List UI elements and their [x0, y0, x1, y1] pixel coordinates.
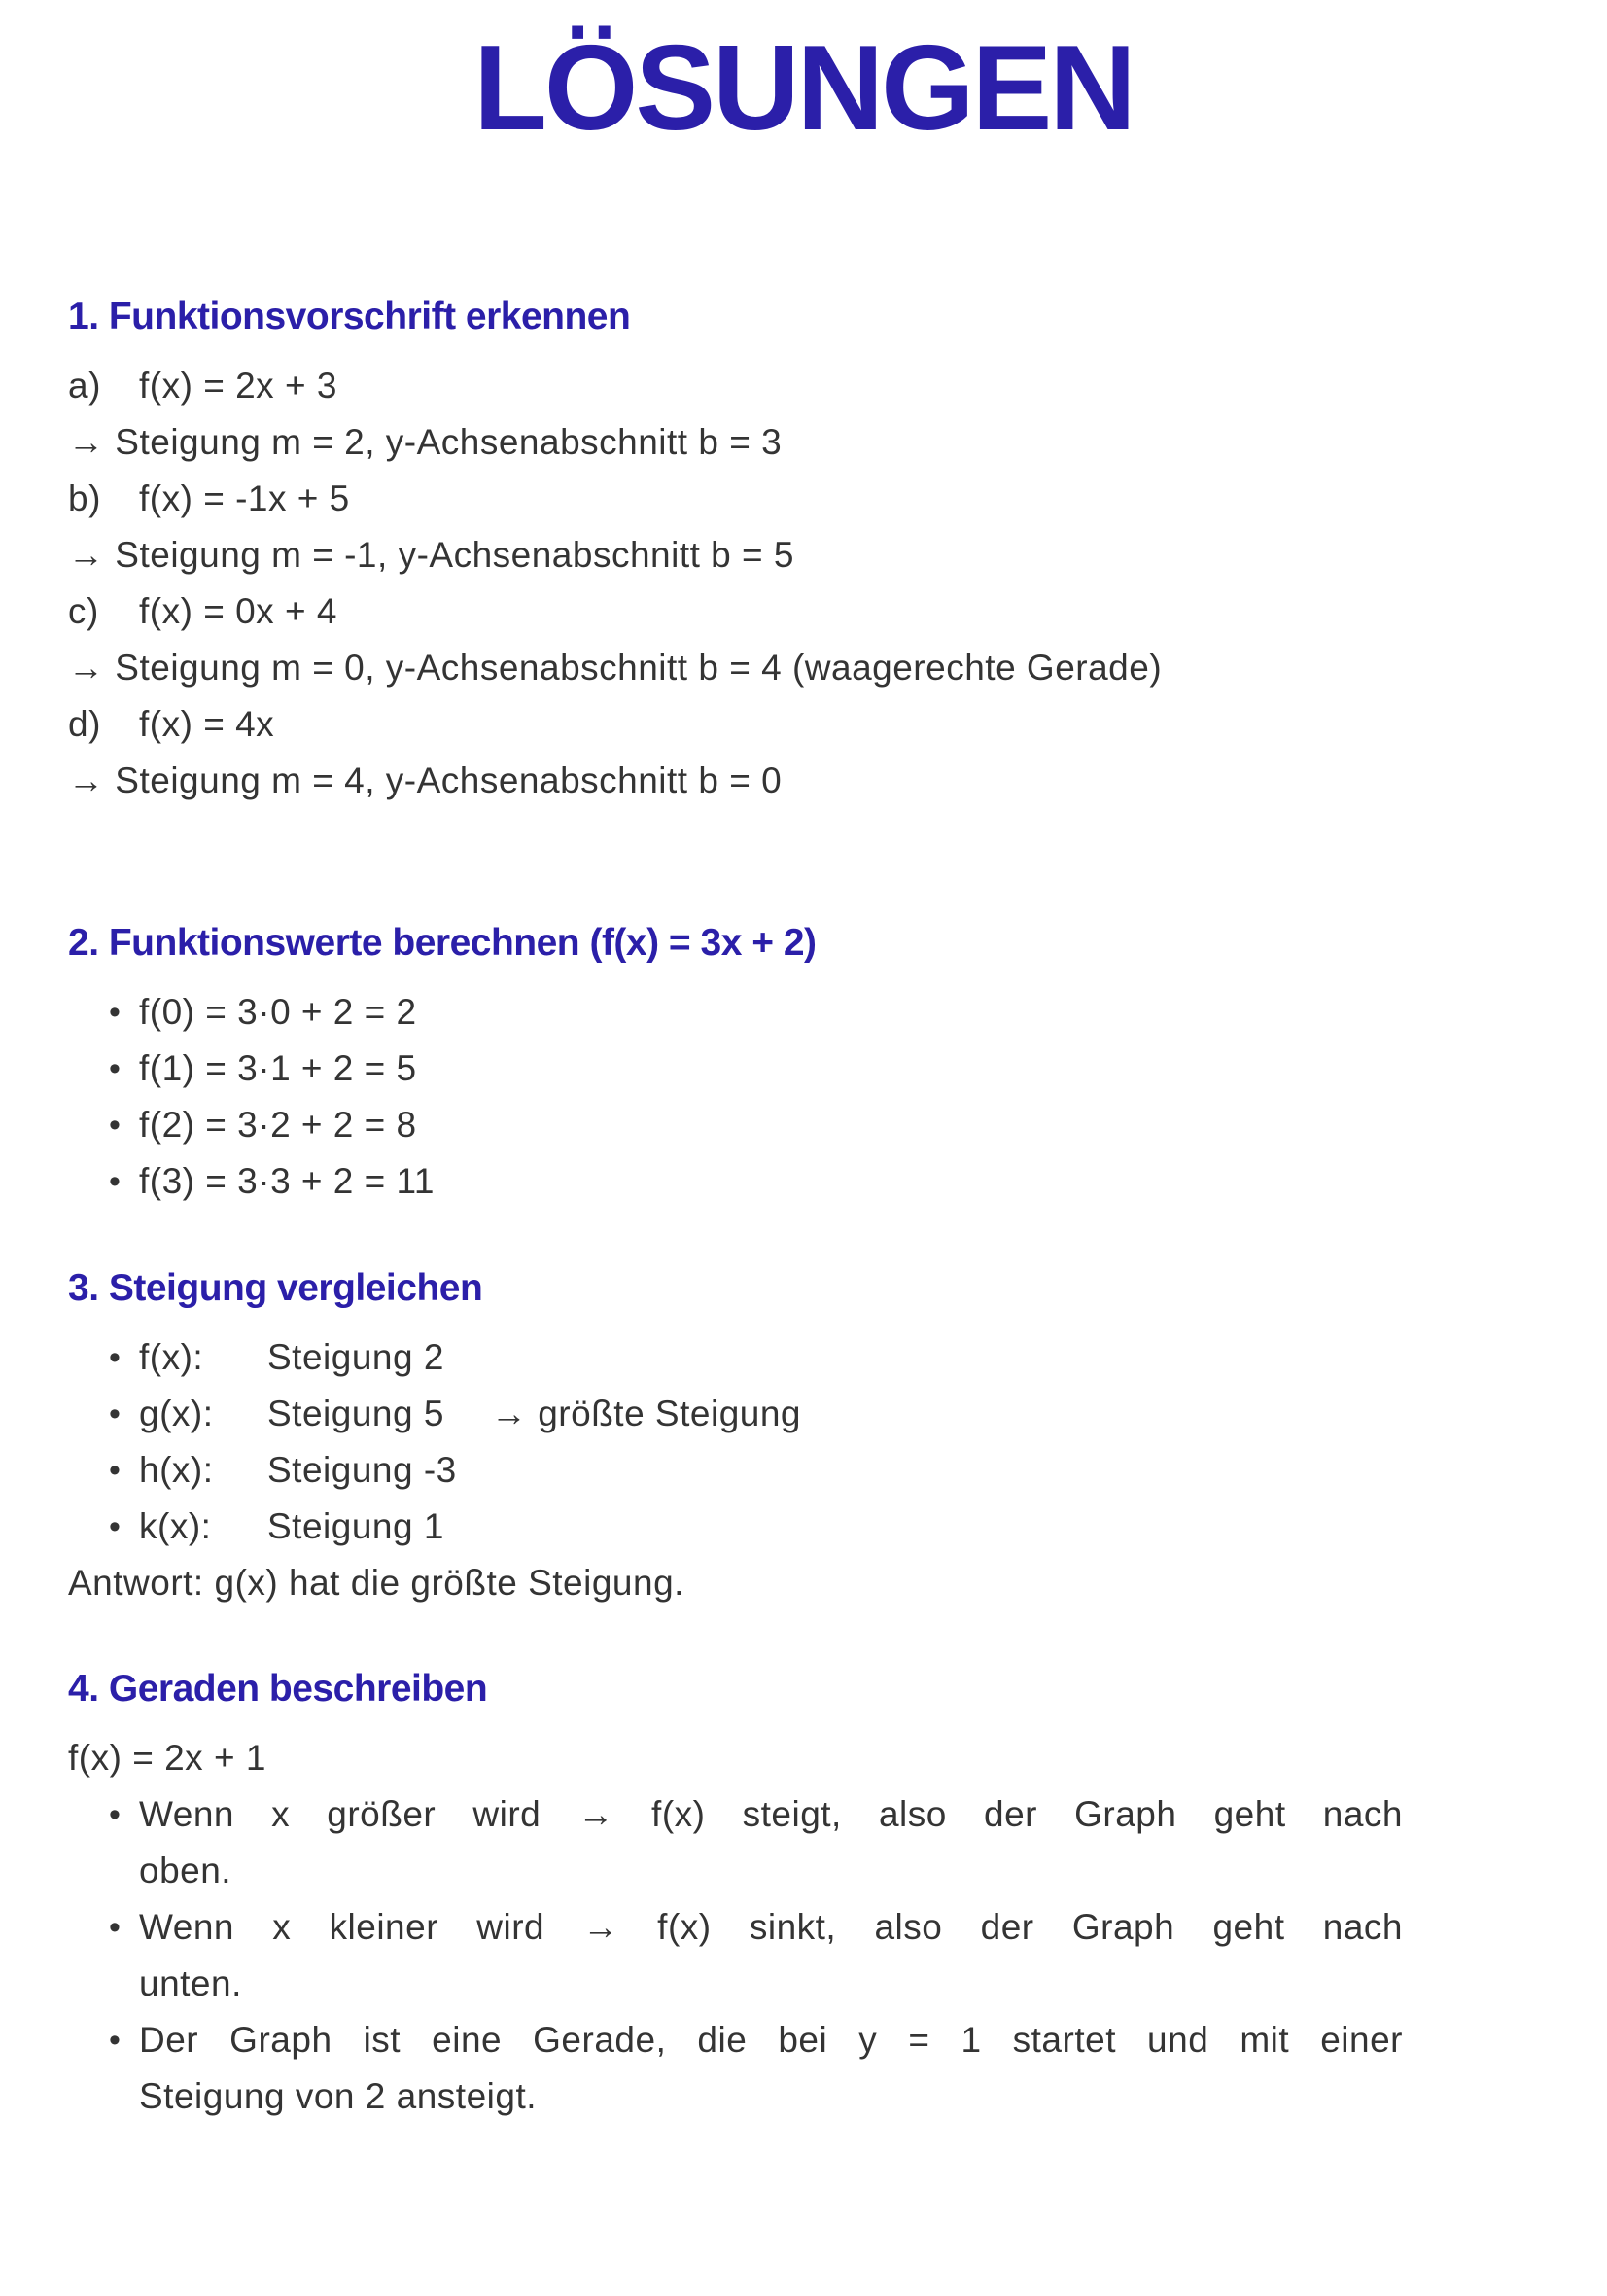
- section-funktionswerte: [68, 921, 1403, 1210]
- slope-value: Steigung -3: [267, 1449, 457, 1490]
- function-name: g(x):: [139, 1393, 214, 1433]
- arrow-result-line: [68, 414, 1403, 471]
- item-text: f(3) = 3·3 + 2 = 11: [139, 1160, 435, 1201]
- list-item: [68, 1899, 1403, 2012]
- list-item: [68, 984, 1403, 1041]
- function-values-list: [68, 984, 1403, 1210]
- item-text-line: Der Graph ist eine Gerade, die bei y = 1 startet und mit einer: [139, 2019, 1403, 2060]
- item-text: → Steigung m = 2, y-Achsenabschnitt b = 3: [68, 421, 783, 462]
- list-item: [68, 1386, 1403, 1442]
- list-item: [68, 1153, 1403, 1210]
- slope-value: Steigung 1: [267, 1505, 444, 1546]
- item-text: f(0) = 3·0 + 2 = 2: [139, 991, 417, 1032]
- item-text: f(x) = 2x + 3: [139, 365, 337, 406]
- page-title: LÖSUNGEN: [473, 21, 1134, 156]
- item-text: → Steigung m = -1, y-Achsenabschnitt b = 5: [68, 534, 794, 575]
- list-item: [68, 1329, 1403, 1386]
- item-text-line: Wenn x kleiner wird → f(x) sinkt, also der Graph geht nach: [139, 1906, 1403, 1947]
- function-definition: f(x) = 2x + 1: [68, 1737, 266, 1778]
- item-label: a): [68, 365, 101, 406]
- line-description-list: [68, 1786, 1403, 2125]
- solution-line-d: [68, 696, 1403, 753]
- document-content: [0, 295, 1607, 2125]
- bullet-icon: •: [109, 993, 122, 1031]
- item-text: f(1) = 3·1 + 2 = 5: [139, 1047, 417, 1088]
- solution-line-a: [68, 358, 1403, 414]
- section-funktionsvorschrift: [68, 295, 1403, 809]
- bullet-icon: •: [109, 1106, 122, 1144]
- section-steigung-vergleichen: [68, 1266, 1403, 1611]
- section-1-heading: 1. Funktionsvorschrift erkennen: [68, 295, 631, 337]
- bullet-icon: •: [109, 1795, 122, 1833]
- section-4-heading: 4. Geraden beschreiben: [68, 1667, 488, 1710]
- bullet-icon: •: [109, 2021, 122, 2059]
- item-label: b): [68, 477, 101, 518]
- list-item: [68, 2012, 1403, 2125]
- item-label: d): [68, 703, 101, 744]
- item-text: f(x) = -1x + 5: [139, 477, 350, 518]
- bullet-icon: •: [109, 1908, 122, 1946]
- section-geraden-beschreiben: [68, 1667, 1403, 2125]
- solutions-document: [0, 21, 1607, 2125]
- function-name: f(x):: [139, 1336, 204, 1377]
- slope-value: Steigung 5: [267, 1393, 444, 1433]
- solution-line-b: [68, 471, 1403, 527]
- item-text-line: Wenn x größer wird → f(x) steigt, also der Graph geht nach: [139, 1793, 1403, 1834]
- list-item: [68, 1097, 1403, 1153]
- item-text: f(2) = 3·2 + 2 = 8: [139, 1104, 417, 1145]
- list-item: [68, 1041, 1403, 1097]
- item-text-line: Steigung von 2 ansteigt.: [139, 2075, 538, 2116]
- item-label: c): [68, 590, 99, 631]
- bullet-icon: •: [109, 1507, 122, 1545]
- section-3-heading: 3. Steigung vergleichen: [68, 1266, 483, 1309]
- slope-note: → größte Steigung: [490, 1393, 801, 1433]
- list-item: [68, 1442, 1403, 1499]
- solution-line-c: [68, 583, 1403, 640]
- item-text: → Steigung m = 0, y-Achsenabschnitt b = 4 (waagerechte Gerade): [68, 647, 1163, 688]
- bullet-icon: •: [109, 1162, 122, 1200]
- function-name: k(x):: [139, 1505, 212, 1546]
- item-text: f(x) = 0x + 4: [139, 590, 337, 631]
- item-text: f(x) = 4x: [139, 703, 275, 744]
- bullet-icon: •: [109, 1451, 122, 1489]
- bullet-icon: •: [109, 1338, 122, 1376]
- arrow-result-line: [68, 753, 1403, 809]
- list-item: [68, 1786, 1403, 1899]
- item-text-line: unten.: [139, 1962, 242, 2003]
- bullet-icon: •: [109, 1395, 122, 1432]
- function-name: h(x):: [139, 1449, 214, 1490]
- slope-value: Steigung 2: [267, 1336, 444, 1377]
- item-text-line: oben.: [139, 1850, 232, 1890]
- list-item: [68, 1499, 1403, 1555]
- item-text: → Steigung m = 4, y-Achsenabschnitt b = 0: [68, 759, 783, 800]
- slope-comparison-list: [68, 1329, 1403, 1555]
- answer-line: Antwort: g(x) hat die größte Steigung.: [68, 1562, 684, 1603]
- arrow-result-line: [68, 527, 1403, 583]
- arrow-result-line: [68, 640, 1403, 696]
- section-2-heading: 2. Funktionswerte berechnen (f(x) = 3x + 2): [68, 921, 817, 964]
- bullet-icon: •: [109, 1049, 122, 1087]
